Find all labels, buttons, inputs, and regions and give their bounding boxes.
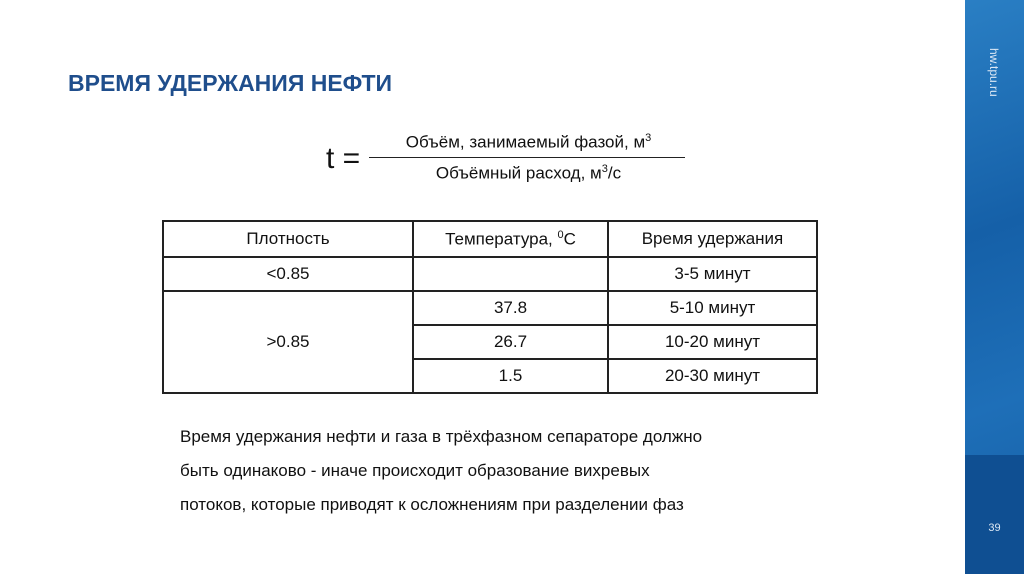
paragraph-line: потоков, которые приводят к осложнениям при разделении фаз xyxy=(180,495,684,514)
cell-time: 3-5 минут xyxy=(608,257,817,291)
explanation-paragraph xyxy=(180,420,880,522)
table-row xyxy=(163,291,817,325)
formula-lhs: t = xyxy=(326,142,361,175)
cell-density: <0.85 xyxy=(163,257,413,291)
paragraph-line: быть одинаково - иначе происходит образование вихревых xyxy=(180,461,650,480)
header-temp-label: Температура, xyxy=(445,229,558,249)
slide-title: ВРЕМЯ УДЕРЖАНИЯ НЕФТИ xyxy=(68,70,393,96)
header-density: Плотность xyxy=(163,221,413,257)
denominator-unit: /с xyxy=(607,163,622,183)
cell-temp xyxy=(413,257,608,291)
cell-time: 20-30 минут xyxy=(608,359,817,393)
cell-density: >0.85 xyxy=(163,291,413,393)
sidebar-panel xyxy=(965,0,1024,574)
site-url: hw.tpu.ru xyxy=(987,48,1001,97)
header-temp-unit: С xyxy=(563,229,576,249)
table-row xyxy=(163,257,817,291)
cell-temp: 26.7 xyxy=(413,325,608,359)
header-time: Время удержания xyxy=(608,221,817,257)
formula xyxy=(326,128,696,188)
cell-temp: 37.8 xyxy=(413,291,608,325)
numerator-text: Объём, занимаемый фазой, м xyxy=(405,132,646,152)
sidebar-footer xyxy=(965,455,1024,574)
cell-time: 5-10 минут xyxy=(608,291,817,325)
denominator-sup: 3 xyxy=(601,163,608,175)
cell-temp: 1.5 xyxy=(413,359,608,393)
header-temp-sup: 0 xyxy=(557,228,564,241)
denominator-text: Объёмный расход, м xyxy=(435,163,602,183)
fraction-line xyxy=(369,157,685,158)
cell-time: 10-20 минут xyxy=(608,325,817,359)
table-header-row xyxy=(163,221,817,257)
retention-table xyxy=(162,220,818,394)
paragraph-line: Время удержания нефти и газа в трёхфазном сепараторе должно xyxy=(180,427,703,446)
page-number: 39 xyxy=(988,522,1001,534)
header-temperature xyxy=(413,221,608,257)
formula-denominator xyxy=(371,163,686,184)
numerator-sup: 3 xyxy=(645,132,652,144)
formula-numerator xyxy=(371,132,686,153)
